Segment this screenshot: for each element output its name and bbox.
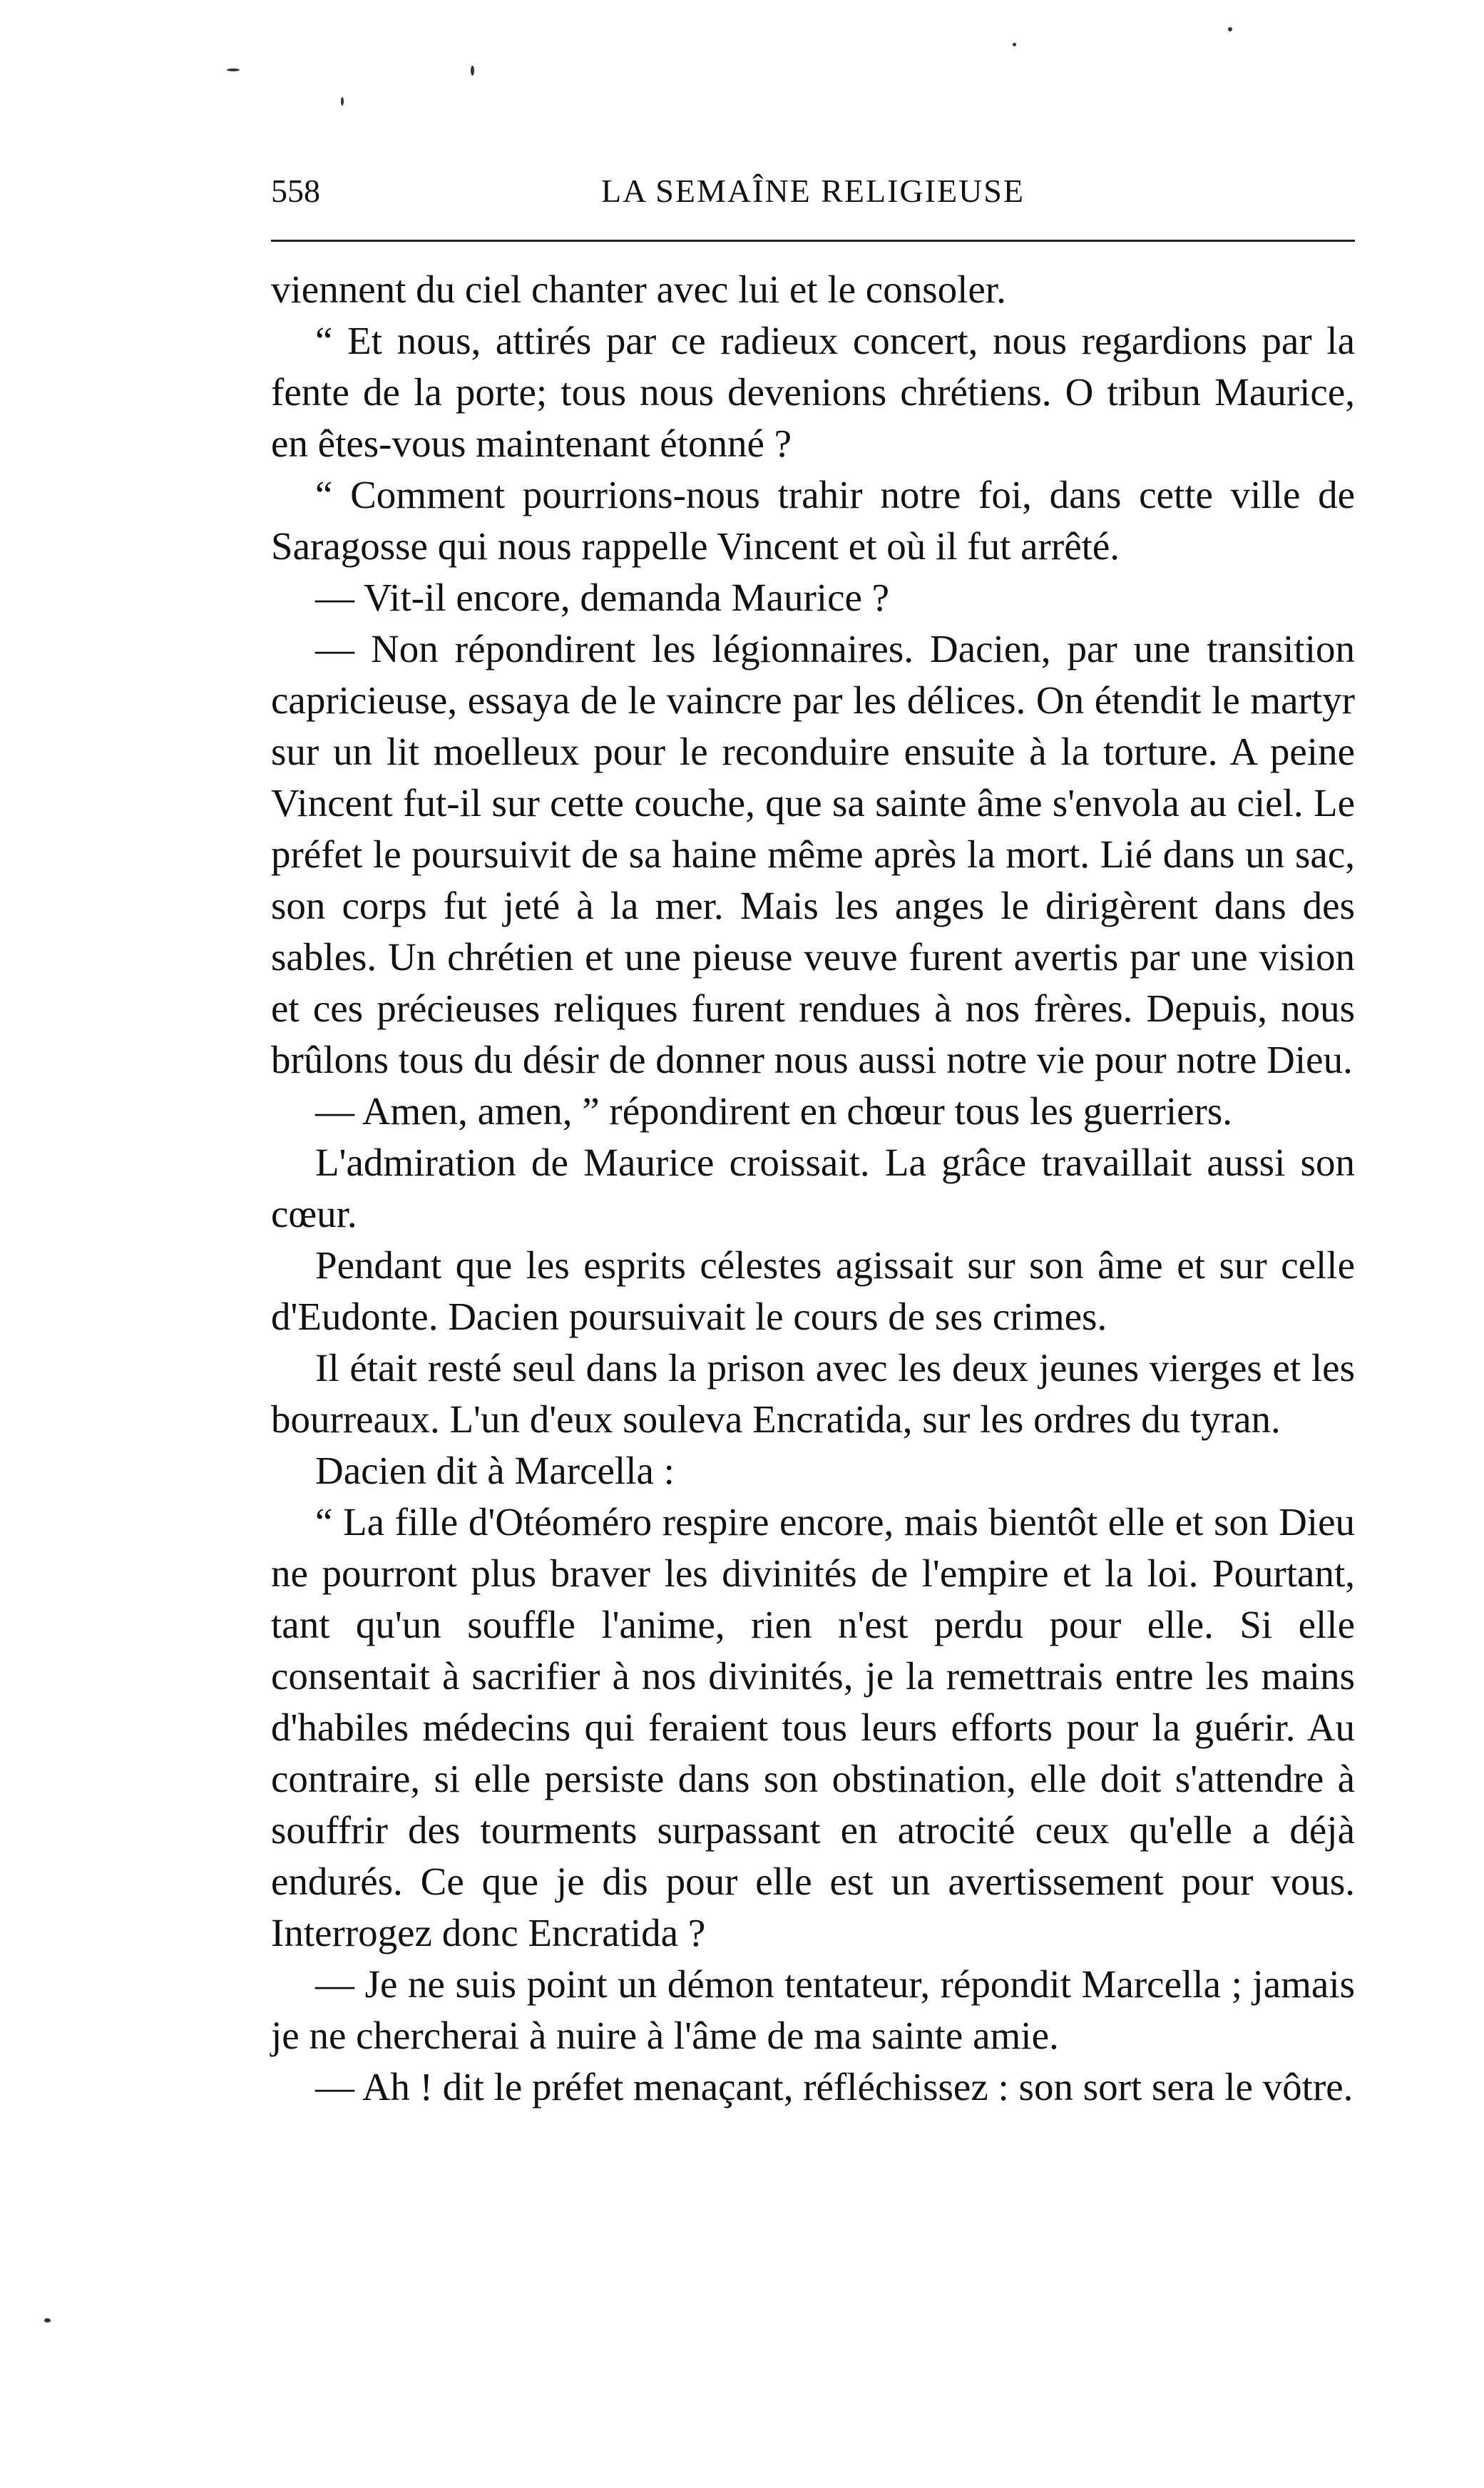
paragraph: Il était resté seul dans la prison avec les deux jeunes vierges et les bourreaux. L'un d'eux souleva Encratida, sur les ordres du tyran.	[271, 1346, 1355, 1441]
scan-speck	[227, 68, 240, 71]
paragraph: Dacien dit à Marcella :	[315, 1449, 675, 1492]
document-page	[271, 0, 1355, 2488]
paragraph: — Non répondirent les légionnaires. Dacien, par une transition capricieuse, essaya de le vaincre par les délices. On étendit le martyr sur un lit moelleux pour le reconduire ensuite à la torture. A peine Vincent fut-il sur cette couche, que sa sainte âme s'envola au ciel. Le préfet le poursuivit de sa haine même après la mort. Lié dans un sac, son corps fut jeté à la mer. Mais les anges le dirigèrent dans des sables. Un chrétien et une pieuse veuve furent avertis par une vision et ces précieuses reliques furent rendues à nos frères. Depuis, nous brûlons tous du désir de donner nous aussi notre vie pour notre Dieu.	[271, 627, 1355, 1081]
paragraph: “ Comment pourrions-nous trahir notre foi, dans cette ville de Saragosse qui nous rappelle Vincent et où il fut arrêté.	[271, 473, 1355, 568]
paragraph: — Vit-il encore, demanda Maurice ?	[315, 576, 890, 619]
paragraph: L'admiration de Maurice croissait. La grâce travaillait aussi son cœur.	[271, 1141, 1355, 1235]
paragraph: viennent du ciel chanter avec lui et le consoler.	[271, 267, 1006, 311]
running-title: LA SEMAÎNE RELIGIEUSE	[601, 173, 1025, 209]
page-number: 558	[271, 173, 320, 209]
paragraph: “ Et nous, attirés par ce radieux concert, nous regardions par la fente de la porte; tous nous devenions chrétiens. O tribun Maurice, en êtes-vous maintenant étonné ?	[271, 319, 1355, 465]
page-header	[271, 163, 1355, 220]
paragraph: — Amen, amen, ” répondirent en chœur tous les guerriers.	[315, 1089, 1233, 1133]
scan-speck	[44, 2318, 51, 2323]
paragraph: Pendant que les esprits célestes agissait sur son âme et sur celle d'Eudonte. Dacien poursuivait le cours de ses crimes.	[271, 1243, 1355, 1338]
paragraph: “ La fille d'Otéoméro respire encore, mais bientôt elle et son Dieu ne pourront plus braver les divinités de l'empire et la loi. Pourtant, tant qu'un souffle l'anime, rien n'est perdu pour elle. Si elle consentait à sacrifier à nos divinités, je la remettrais entre les mains d'habiles médecins qui feraient tous leurs efforts pour la guérir. Au contraire, si elle persiste dans son obstination, elle doit s'attendre à souffrir des tourments surpassant en atrocité ceux qu'elle a déjà endurés. Ce que je dis pour elle est un avertissement pour vous. Interrogez donc Encratida ?	[271, 1500, 1355, 1954]
paragraph: — Ah ! dit le préfet menaçant, réfléchissez : son sort sera le vôtre.	[315, 2065, 1353, 2109]
header-rule	[271, 240, 1355, 242]
body-text	[271, 264, 1355, 2113]
paragraph: — Je ne suis point un démon tentateur, répondit Marcella ; jamais je ne chercherai à nuire à l'âme de ma sainte amie.	[271, 1962, 1355, 2057]
